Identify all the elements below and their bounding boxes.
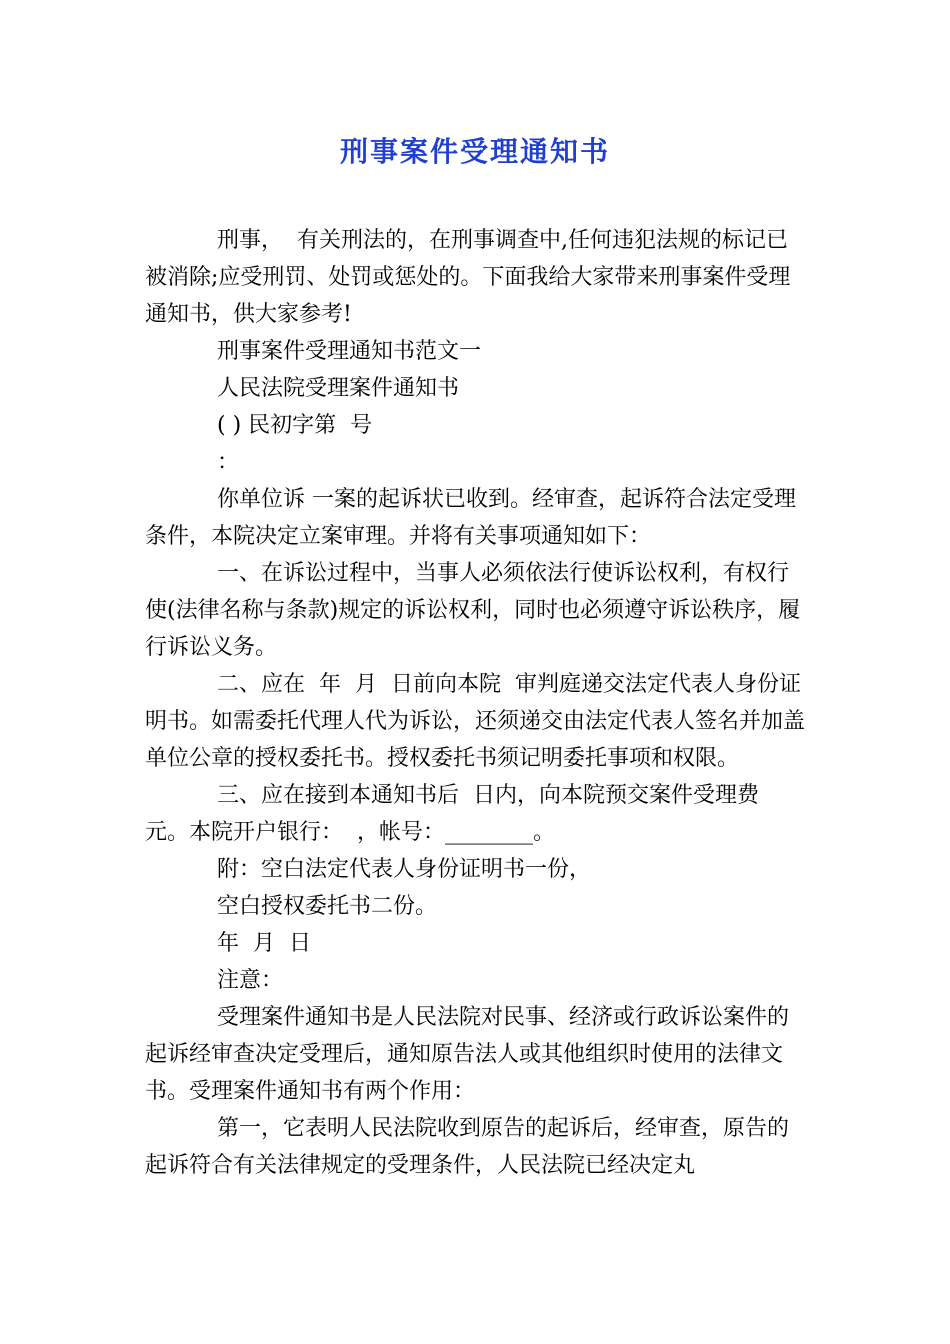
document-title: 刑事案件受理通知书 bbox=[339, 135, 610, 168]
paragraph-intro: 刑事， 有关刑法的，在刑事调查中,任何违犯法规的标记已被消除;应受刑罚、处罚或惩处的。下面我给大家带来刑事案件受理通知书，供大家参考! bbox=[145, 228, 791, 327]
paragraph-note-first: 第一，它表明人民法院收到原告的起诉后，经审查，原告的起诉符合有关法律规定的受理条件，人民法院已经决定丸 bbox=[145, 1116, 790, 1178]
paragraph-notice-body: 你单位诉 一案的起诉状已收到。经审查，起诉符合法定受理条件，本院决定立案审理。并将有关事项通知如下： bbox=[145, 487, 796, 549]
paragraph-item-two: 二、应在 年 月 日前向本院 审判庭递交法定代表人身份证明书。如需委托代理人代为诉讼，还须递交由法定代表人签名并加盖单位公章的授权委托书。授权委托书须记明委托事项和权限。 bbox=[145, 672, 806, 771]
paragraph-attachment-one: 附：空白法定代表人身份证明书一份， bbox=[217, 857, 592, 882]
paragraph-note-heading: 注意： bbox=[217, 968, 284, 993]
document-body bbox=[145, 222, 805, 1184]
paragraph-notice-title: 人民法院受理案件通知书 bbox=[217, 376, 460, 401]
paragraph-item-three: 三、应在接到本通知书后 日内，向本院预交案件受理费 元。本院开户银行： ，帐号：________。 bbox=[145, 783, 773, 845]
paragraph-attachment-two: 空白授权委托书二份。 bbox=[217, 894, 438, 919]
paragraph-sample-heading: 刑事案件受理通知书范文一 bbox=[217, 339, 482, 364]
paragraph-addressee: ： bbox=[217, 450, 240, 475]
paragraph-item-one: 一、在诉讼过程中，当事人必须依法行使诉讼权利，有权行使(法律名称与条款)规定的诉讼权利，同时也必须遵守诉讼秩序，履行诉讼义务。 bbox=[145, 561, 801, 660]
paragraph-date: 年 月 日 bbox=[217, 931, 311, 956]
paragraph-case-number: ( ) 民初字第 号 bbox=[217, 413, 373, 438]
paragraph-note-body: 受理案件通知书是人民法院对民事、经济或行政诉讼案件的起诉经审查决定受理后，通知原告法人或其他组织时使用的法律文书。受理案件通知书有两个作用： bbox=[145, 1005, 790, 1104]
